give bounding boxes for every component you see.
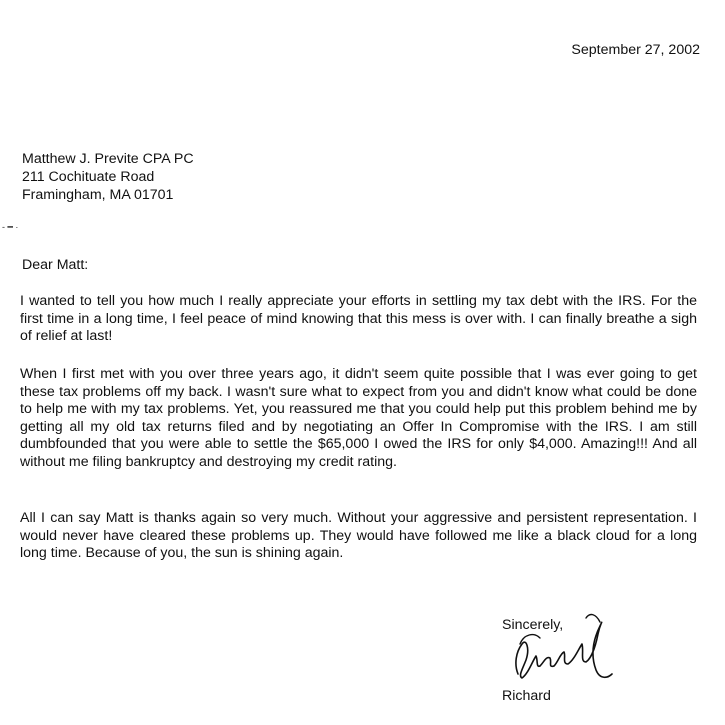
closing: Sincerely, — [502, 617, 564, 633]
scan-artifact-mark: - ━ · — [2, 222, 19, 232]
body-paragraph-3: All I can say Matt is thanks again so very much. Without your aggressive and persistent representation. I would never have cleared these problems up. They would have followed me like a black cloud for a long long time. Because of you, the sun is shining again. — [20, 510, 697, 561]
recipient-name: Matthew J. Previte CPA PC — [22, 151, 194, 167]
signer-name: Richard — [502, 688, 551, 704]
body-paragraph-1: I wanted to tell you how much I really appreciate your efforts in settling my tax debt with the IRS. For the first time in a long time, I feel peace of mind knowing that this mess is over with. I can finally breathe a sigh of relief at last! — [20, 293, 697, 344]
salutation: Dear Matt: — [22, 257, 89, 273]
handwritten-signature — [500, 604, 620, 688]
body-paragraph-2: When I first met with you over three years ago, it didn't seem quite possible that I was ever going to get these tax problems off my back. I wasn't sure what to expect from you and didn't know what could be done to help me with my tax problems. Yet, you reassured me that you could help put this problem behind me by getting all my old tax returns filed and by negotiating an Offer In Compromise with the IRS. I am still dumbfounded that you were able to settle the $65,000 I owed the IRS for only $4,000. Amazing!!! And all without me filing bankruptcy and destroying my credit rating. — [20, 366, 697, 470]
letter-date: September 27, 2002 — [571, 42, 700, 58]
recipient-address — [22, 150, 194, 204]
recipient-city: Framingham, MA 01701 — [22, 187, 174, 203]
recipient-street: 211 Cochituate Road — [22, 169, 155, 185]
